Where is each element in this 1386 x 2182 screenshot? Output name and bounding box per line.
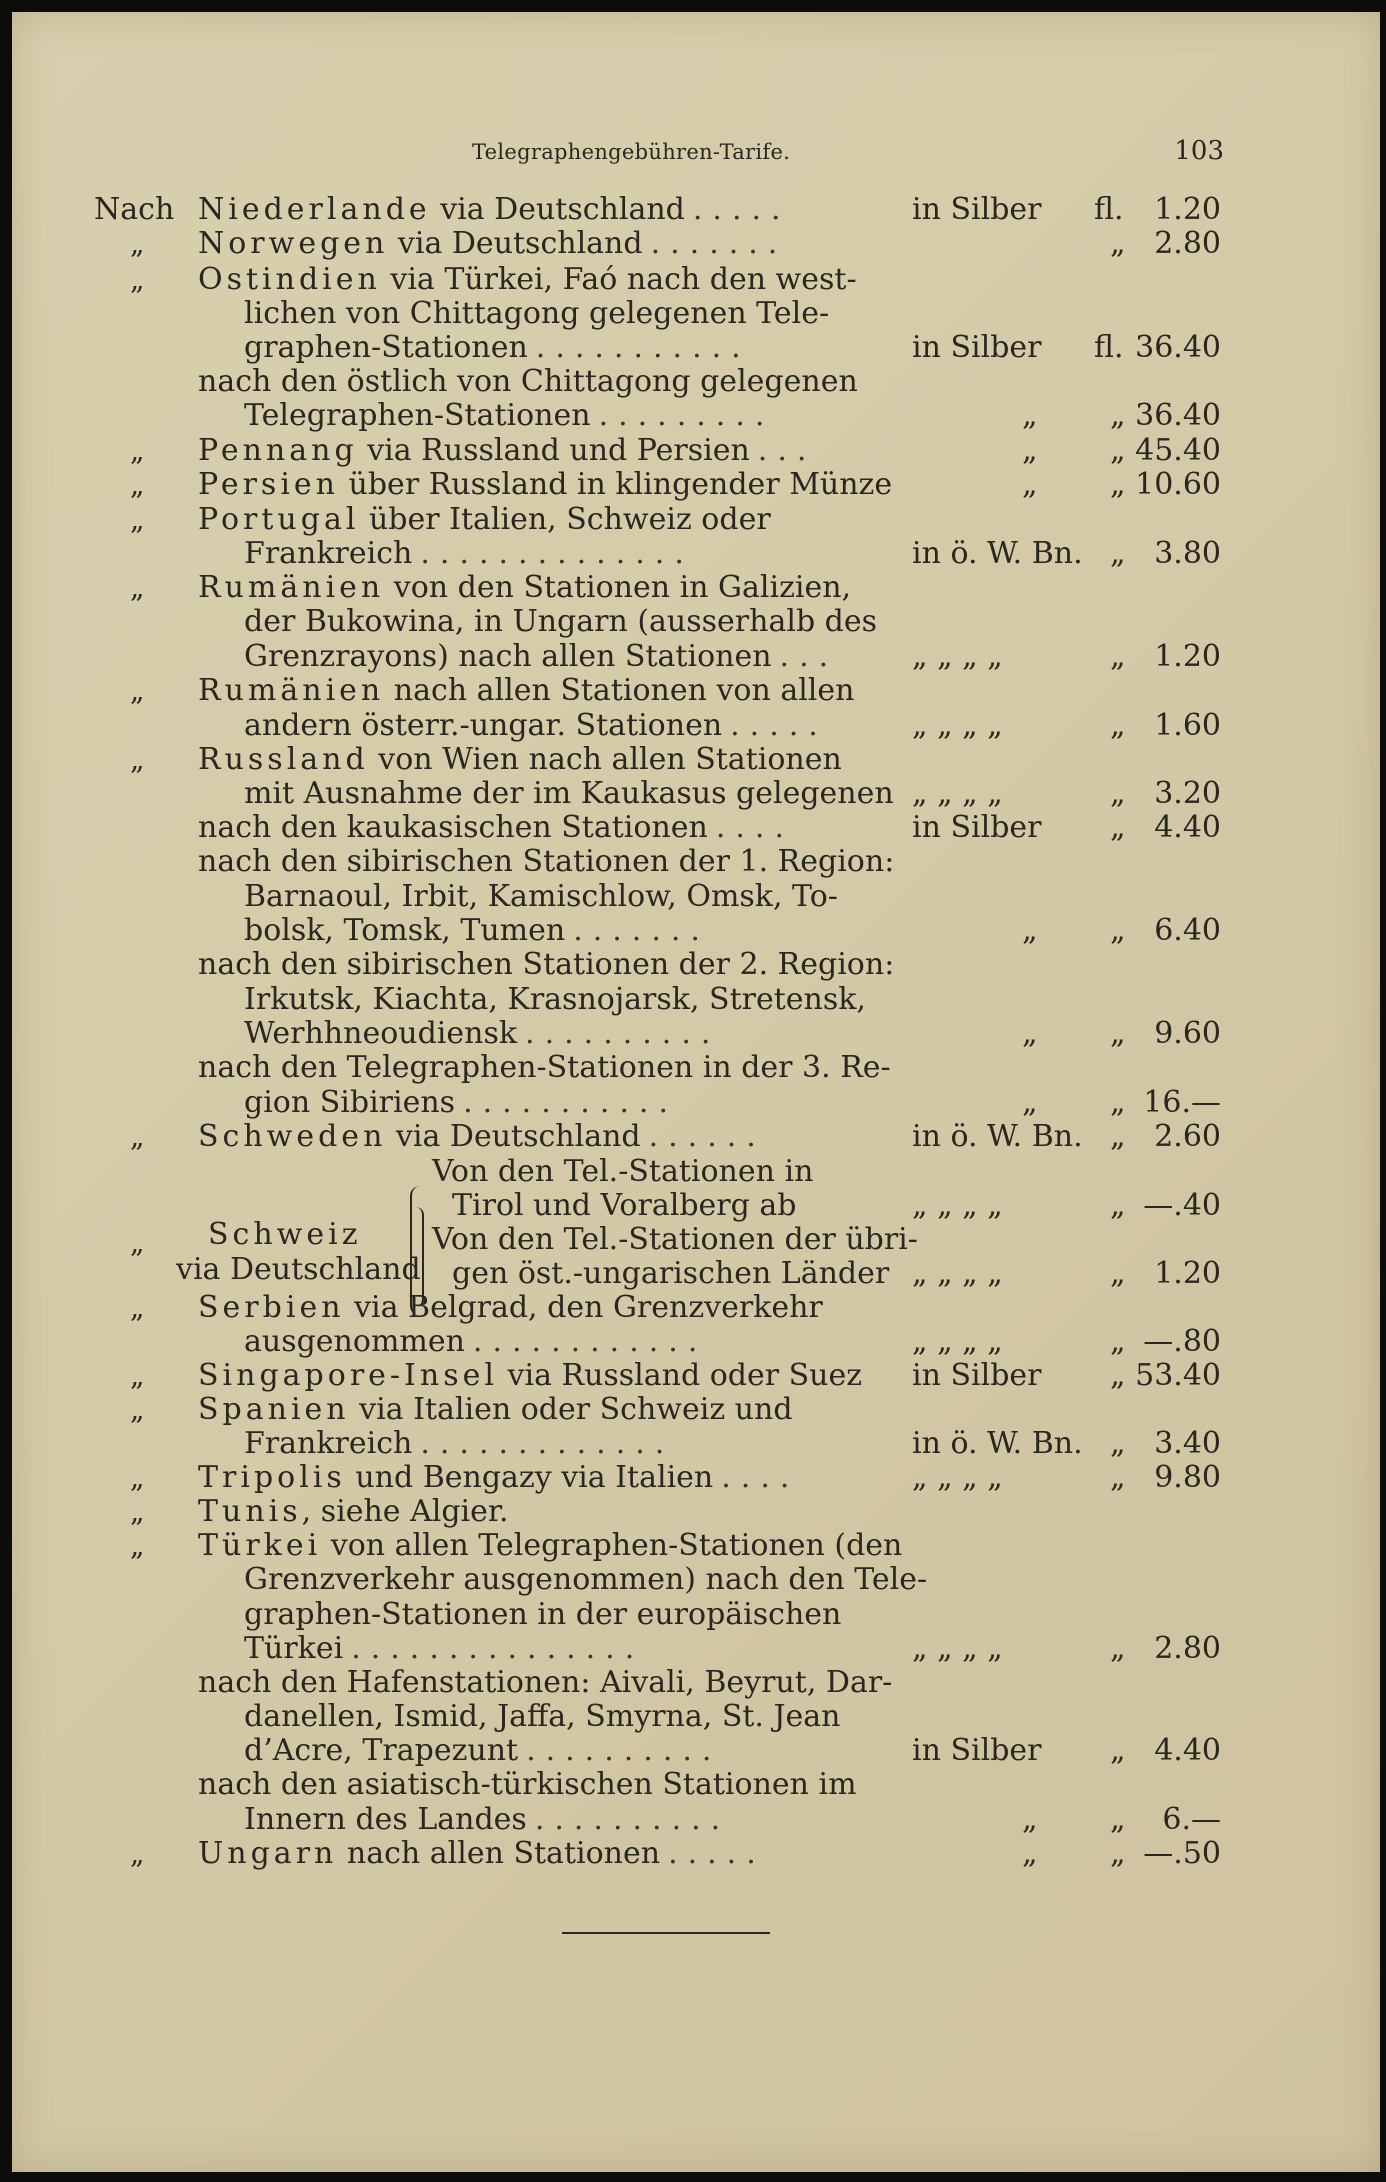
ditto-mark: „ bbox=[130, 571, 145, 604]
row-text bbox=[198, 1494, 508, 1530]
row-text bbox=[244, 639, 838, 675]
row-text bbox=[452, 1188, 796, 1224]
row-text-content: Frankreich bbox=[244, 536, 413, 571]
tariff-row bbox=[12, 1119, 1380, 1155]
amount: 1.20 bbox=[1154, 192, 1221, 227]
amount: 3.20 bbox=[1154, 776, 1221, 811]
route-text: nach allen Stationen von allen bbox=[384, 673, 855, 708]
tariff-row bbox=[12, 1426, 1380, 1462]
tariff-row bbox=[12, 1460, 1380, 1496]
page-number: 103 bbox=[1174, 136, 1224, 166]
brace-right bbox=[414, 1207, 424, 1307]
row-text-content: Türkei bbox=[244, 1631, 344, 1666]
amount: 4.40 bbox=[1154, 810, 1221, 845]
row-text-content: graphen-Stationen bbox=[244, 330, 528, 365]
leader-dots: ....... bbox=[650, 226, 788, 261]
leader-dots: ...... bbox=[648, 1119, 766, 1154]
row-text-content: nach den Hafenstationen: Aivali, Beyrut, Dar- bbox=[198, 1665, 893, 1700]
ditto-mark: „ bbox=[130, 1837, 145, 1870]
row-text-content: Grenzrayons) nach allen Stationen bbox=[244, 639, 772, 674]
tariff-row bbox=[12, 1699, 1380, 1735]
currency: „ „ „ „ bbox=[912, 1460, 1003, 1495]
amount: 1.20 bbox=[1154, 639, 1221, 674]
row-text bbox=[432, 1222, 918, 1258]
tariff-row bbox=[12, 536, 1380, 572]
tariff-row bbox=[12, 1802, 1380, 1838]
route-text: nach allen Stationen bbox=[337, 1836, 661, 1871]
row-text bbox=[198, 1460, 799, 1496]
row-text bbox=[244, 296, 829, 332]
row-text-content: der Bukowina, in Ungarn (ausserhalb des bbox=[244, 604, 878, 639]
amount: 1.60 bbox=[1154, 708, 1221, 743]
currency: in Silber bbox=[912, 1733, 1042, 1768]
tariff-row bbox=[12, 1836, 1380, 1872]
row-text bbox=[198, 1528, 902, 1564]
row-text bbox=[244, 330, 751, 366]
unit: „ bbox=[1110, 1733, 1126, 1768]
row-text-content: bolsk, Tomsk, Tumen bbox=[244, 913, 566, 948]
currency: „ bbox=[1022, 1802, 1038, 1837]
unit: „ bbox=[1110, 1016, 1126, 1051]
unit: „ bbox=[1110, 536, 1126, 571]
leader-dots: .......... bbox=[526, 1733, 722, 1768]
ditto-mark: „ bbox=[130, 743, 145, 776]
currency: in ö. W. Bn. bbox=[912, 536, 1083, 571]
tariff-row bbox=[12, 192, 1380, 228]
currency: „ „ „ „ bbox=[912, 1324, 1003, 1359]
tariff-row bbox=[12, 673, 1380, 709]
tariff-row bbox=[12, 1050, 1380, 1086]
country-name: Rumänien bbox=[198, 673, 385, 708]
currency: „ „ „ „ bbox=[912, 639, 1003, 674]
row-text bbox=[198, 810, 794, 846]
tariff-row bbox=[12, 1358, 1380, 1394]
amount: 4.40 bbox=[1154, 1733, 1221, 1768]
tariff-row bbox=[12, 810, 1380, 846]
route-text: über Russland in klingender Münze bbox=[339, 467, 893, 502]
currency: „ „ „ „ bbox=[912, 708, 1003, 743]
row-text-content: ausgenommen bbox=[244, 1324, 465, 1359]
row-text bbox=[244, 1699, 840, 1735]
tariff-row bbox=[12, 879, 1380, 915]
amount: 6.— bbox=[1162, 1802, 1221, 1837]
row-text-content: nach den Telegraphen-Stationen in der 3. Re- bbox=[198, 1050, 891, 1085]
amount: 10.60 bbox=[1135, 467, 1221, 502]
route-text: via Russland oder Suez bbox=[497, 1358, 863, 1393]
tariff-row bbox=[12, 398, 1380, 434]
leader-dots: ........... bbox=[535, 330, 751, 365]
row-text bbox=[452, 1256, 889, 1292]
country-name: Spanien bbox=[198, 1392, 350, 1427]
row-text-content: nach den kaukasischen Stationen bbox=[198, 810, 708, 845]
amount: 3.80 bbox=[1154, 536, 1221, 571]
row-text bbox=[198, 226, 787, 262]
currency: „ bbox=[1022, 1016, 1038, 1051]
unit: „ bbox=[1110, 1085, 1126, 1120]
tariff-row bbox=[12, 1767, 1380, 1803]
row-text-content: Irkutsk, Kiachta, Krasnojarsk, Stretensk, bbox=[244, 982, 866, 1017]
row-text bbox=[244, 776, 894, 812]
row-text-content: danellen, Ismid, Jaffa, Smyrna, St. Jean bbox=[244, 1699, 841, 1734]
tariff-row bbox=[12, 742, 1380, 778]
country-name: Ostindien bbox=[198, 262, 381, 297]
row-text bbox=[198, 1358, 862, 1394]
book-page bbox=[12, 12, 1380, 2172]
unit: „ bbox=[1110, 1119, 1126, 1154]
tariff-row bbox=[12, 467, 1380, 503]
leader-dots: ............... bbox=[351, 1631, 645, 1666]
row-text-content: gen öst.-ungarischen Länder bbox=[452, 1256, 890, 1291]
row-text-content: Werhhneoudiensk bbox=[244, 1016, 518, 1051]
country-name: Pennang bbox=[198, 433, 358, 468]
unit: „ bbox=[1110, 1426, 1126, 1461]
unit: „ bbox=[1110, 1256, 1126, 1291]
country-name: Singapore-Insel bbox=[198, 1358, 498, 1393]
amount: 45.40 bbox=[1135, 433, 1221, 468]
country-name: Ungarn bbox=[198, 1836, 338, 1871]
country-name: Türkei bbox=[198, 1528, 322, 1563]
unit: „ bbox=[1110, 398, 1126, 433]
row-text bbox=[198, 433, 816, 469]
amount: 2.60 bbox=[1154, 1119, 1221, 1154]
row-text bbox=[244, 1802, 730, 1838]
row-text bbox=[198, 1665, 892, 1701]
country-name: Portugal bbox=[198, 502, 360, 537]
unit: „ bbox=[1110, 776, 1126, 811]
tariff-row bbox=[12, 296, 1380, 332]
country-name: Schweden bbox=[198, 1119, 387, 1154]
currency: in ö. W. Bn. bbox=[912, 1426, 1083, 1461]
unit: „ bbox=[1110, 1358, 1126, 1393]
currency: in Silber bbox=[912, 330, 1042, 365]
amount: 36.40 bbox=[1135, 398, 1221, 433]
ditto-mark: „ bbox=[130, 227, 145, 260]
row-text-content: mit Ausnahme der im Kaukasus gelegenen bbox=[244, 776, 894, 811]
unit: „ bbox=[1110, 1802, 1126, 1837]
amount: 53.40 bbox=[1135, 1358, 1221, 1393]
row-text bbox=[244, 708, 828, 744]
route-text: von den Stationen in Galizien, bbox=[384, 570, 852, 605]
leader-dots: .......... bbox=[525, 1016, 721, 1051]
unit: „ bbox=[1110, 1324, 1126, 1359]
unit: „ bbox=[1110, 913, 1126, 948]
row-text bbox=[244, 1562, 927, 1598]
tariff-row bbox=[12, 570, 1380, 606]
row-text bbox=[244, 398, 774, 434]
tariff-row bbox=[12, 913, 1380, 949]
ditto-mark: „ bbox=[130, 468, 145, 501]
route-text: via Deutschland bbox=[386, 1119, 641, 1154]
tariff-row bbox=[12, 708, 1380, 744]
ditto-mark: „ bbox=[130, 1529, 145, 1562]
currency: in Silber bbox=[912, 1358, 1042, 1393]
row-text bbox=[198, 1836, 766, 1872]
leader-dots: ........... bbox=[463, 1085, 678, 1120]
leader-dots: .... bbox=[715, 810, 795, 845]
route-text: via Italien oder Schweiz und bbox=[349, 1392, 793, 1427]
currency: „ bbox=[1022, 433, 1038, 468]
tariff-row bbox=[12, 776, 1380, 812]
ditto-mark: „ bbox=[130, 1120, 145, 1153]
amount: —.50 bbox=[1143, 1836, 1221, 1871]
row-text bbox=[198, 1392, 793, 1428]
ditto-mark: „ bbox=[130, 1495, 145, 1528]
unit: „ bbox=[1110, 1460, 1126, 1495]
country-name: Tunis bbox=[198, 1494, 302, 1529]
leader-dots: .............. bbox=[420, 536, 694, 571]
amount: 1.20 bbox=[1154, 1256, 1221, 1291]
ditto-mark: „ bbox=[130, 1291, 145, 1324]
unit: „ bbox=[1110, 810, 1126, 845]
tariff-row bbox=[12, 1154, 1380, 1190]
row-text-content: d’Acre, Trapezunt bbox=[244, 1733, 519, 1768]
country-name: Rumänien bbox=[198, 570, 385, 605]
row-text bbox=[198, 467, 892, 503]
amount: 2.80 bbox=[1154, 226, 1221, 261]
currency: „ „ „ „ bbox=[912, 776, 1003, 811]
unit: „ bbox=[1110, 708, 1126, 743]
route-text: von allen Telegraphen-Stationen (den bbox=[321, 1528, 903, 1563]
row-prefix: Nach bbox=[94, 192, 175, 227]
tariff-row bbox=[12, 639, 1380, 675]
row-text-content: gion Sibiriens bbox=[244, 1085, 456, 1120]
tariff-row bbox=[12, 604, 1380, 640]
unit: „ bbox=[1110, 1631, 1126, 1666]
leader-dots: ............ bbox=[472, 1324, 708, 1359]
leader-dots: .... bbox=[721, 1460, 800, 1495]
row-text bbox=[198, 1290, 823, 1326]
country-name: Tripolis bbox=[198, 1460, 346, 1495]
row-text bbox=[244, 913, 710, 949]
unit: „ bbox=[1110, 226, 1126, 261]
unit: „ bbox=[1110, 639, 1126, 674]
row-text-content: nach den östlich von Chittagong gelegenen bbox=[198, 364, 858, 399]
row-text bbox=[198, 502, 771, 538]
leader-dots: ..... bbox=[668, 1836, 766, 1871]
route-text: von Wien nach allen Stationen bbox=[368, 742, 842, 777]
currency: „ bbox=[1022, 913, 1038, 948]
tariff-row bbox=[12, 502, 1380, 538]
row-text bbox=[198, 844, 894, 880]
tariff-row bbox=[12, 330, 1380, 366]
unit: fl. bbox=[1094, 330, 1124, 365]
schweiz-name: Schweiz bbox=[208, 1217, 362, 1252]
tariff-row bbox=[12, 1597, 1380, 1633]
running-title: Telegraphengebühren-Tarife. bbox=[472, 140, 791, 164]
row-text-content: Von den Tel.-Stationen in bbox=[432, 1154, 814, 1189]
ditto-mark: „ bbox=[130, 434, 145, 467]
schweiz-sub: via Deutschland bbox=[176, 1252, 421, 1287]
tariff-row bbox=[12, 1562, 1380, 1598]
currency: „ bbox=[1022, 1836, 1038, 1871]
row-text bbox=[432, 1154, 813, 1190]
ditto-mark: „ bbox=[130, 1393, 145, 1426]
amount: 9.80 bbox=[1154, 1460, 1221, 1495]
route-text: über Italien, Schweiz oder bbox=[359, 502, 771, 537]
row-text bbox=[198, 1767, 857, 1803]
leader-dots: ..... bbox=[730, 708, 828, 743]
route-text: via Deutschland bbox=[388, 226, 643, 261]
ditto-mark: „ bbox=[130, 1359, 145, 1392]
country-name: Persien bbox=[198, 467, 339, 502]
row-text bbox=[244, 879, 838, 915]
row-text-content: Barnaoul, Irbit, Kamischlow, Omsk, To- bbox=[244, 879, 838, 914]
row-text-content: Frankreich bbox=[244, 1426, 413, 1461]
row-text-content: nach den sibirischen Stationen der 1. Region: bbox=[198, 844, 895, 879]
ditto-mark: „ bbox=[130, 263, 145, 296]
route-text: via Türkei, Faó nach den west- bbox=[380, 262, 857, 297]
row-text-content: Tirol und Voralberg ab bbox=[452, 1188, 797, 1223]
tariff-row bbox=[12, 226, 1380, 262]
tariff-row bbox=[12, 364, 1380, 400]
amount: 16.— bbox=[1143, 1085, 1221, 1120]
tariff-row bbox=[12, 433, 1380, 469]
row-text bbox=[198, 673, 854, 709]
unit: „ bbox=[1110, 433, 1126, 468]
leader-dots: ....... bbox=[573, 913, 710, 948]
amount: 9.60 bbox=[1154, 1016, 1221, 1051]
row-text bbox=[244, 1733, 721, 1769]
leader-dots: .......... bbox=[534, 1802, 731, 1837]
row-text bbox=[198, 192, 791, 228]
row-text-content: nach den sibirischen Stationen der 2. Region: bbox=[198, 947, 895, 982]
tariff-row bbox=[12, 1665, 1380, 1701]
tariff-row bbox=[12, 1085, 1380, 1121]
amount: 6.40 bbox=[1154, 913, 1221, 948]
leader-dots: ..... bbox=[692, 192, 791, 227]
unit: „ bbox=[1110, 467, 1126, 502]
tariff-row bbox=[12, 262, 1380, 298]
row-text-content: Grenzverkehr ausgenommen) nach den Tele- bbox=[244, 1562, 928, 1597]
row-text bbox=[198, 742, 842, 778]
unit: fl. bbox=[1094, 192, 1124, 227]
currency: „ bbox=[1022, 398, 1038, 433]
currency: in Silber bbox=[912, 192, 1042, 227]
row-text bbox=[244, 1631, 644, 1667]
ditto-mark: „ bbox=[130, 503, 145, 536]
tariff-row bbox=[12, 844, 1380, 880]
row-text-content: Von den Tel.-Stationen der übri- bbox=[432, 1222, 918, 1257]
row-text-content: graphen-Stationen in der europäischen bbox=[244, 1597, 842, 1632]
ditto-mark: „ bbox=[130, 1226, 145, 1259]
tariff-row bbox=[12, 1016, 1380, 1052]
row-text bbox=[244, 536, 694, 572]
route-text: via Deutschland bbox=[430, 192, 685, 227]
row-text bbox=[198, 1119, 766, 1155]
ditto-mark: „ bbox=[130, 1461, 145, 1494]
row-text bbox=[244, 1426, 674, 1462]
tariff-row bbox=[12, 1324, 1380, 1360]
currency: in Silber bbox=[912, 810, 1042, 845]
row-text-content: Innern des Landes bbox=[244, 1802, 527, 1837]
amount: 2.80 bbox=[1154, 1631, 1221, 1666]
currency: „ „ „ „ bbox=[912, 1256, 1003, 1291]
unit: „ bbox=[1110, 1188, 1126, 1223]
leader-dots: ............. bbox=[420, 1426, 675, 1461]
route-text: via Belgrad, den Grenzverkehr bbox=[344, 1290, 823, 1325]
tariff-row bbox=[12, 1631, 1380, 1667]
country-name: Niederlande bbox=[198, 192, 431, 227]
row-text bbox=[198, 1050, 891, 1086]
country-name: Norwegen bbox=[198, 226, 389, 261]
currency: in ö. W. Bn. bbox=[912, 1119, 1083, 1154]
row-text-content: lichen von Chittagong gelegenen Tele- bbox=[244, 296, 830, 331]
leader-dots: ......... bbox=[598, 398, 775, 433]
currency: „ bbox=[1022, 467, 1038, 502]
currency: „ „ „ „ bbox=[912, 1631, 1003, 1666]
tariff-row bbox=[12, 1494, 1380, 1530]
tariff-row bbox=[12, 1392, 1380, 1428]
row-text-content: andern österr.-ungar. Stationen bbox=[244, 708, 723, 743]
amount: —.80 bbox=[1143, 1324, 1221, 1359]
row-text bbox=[244, 1597, 841, 1633]
end-rule bbox=[562, 1932, 770, 1934]
row-text bbox=[198, 570, 851, 606]
row-text-content: nach den asiatisch-türkischen Stationen im bbox=[198, 1767, 857, 1802]
route-text: via Russland und Persien bbox=[357, 433, 750, 468]
tariff-row bbox=[12, 1733, 1380, 1769]
leader-dots: ... bbox=[779, 639, 839, 674]
currency: „ „ „ „ bbox=[912, 1188, 1003, 1223]
row-text bbox=[244, 604, 877, 640]
leader-dots: ... bbox=[757, 433, 817, 468]
country-name: Serbien bbox=[198, 1290, 345, 1325]
country-name: Russland bbox=[198, 742, 369, 777]
tariff-row bbox=[12, 947, 1380, 983]
row-text bbox=[198, 947, 894, 983]
route-text: und Bengazy via Italien bbox=[345, 1460, 714, 1495]
unit: „ bbox=[1110, 1836, 1126, 1871]
row-text bbox=[244, 1085, 678, 1121]
row-text bbox=[198, 364, 858, 400]
tariff-row bbox=[12, 1290, 1380, 1326]
tariff-row bbox=[12, 982, 1380, 1018]
currency: „ bbox=[1022, 1085, 1038, 1120]
amount: 36.40 bbox=[1135, 330, 1221, 365]
row-text bbox=[244, 982, 866, 1018]
route-text: , siehe Algier. bbox=[301, 1494, 509, 1529]
tariff-row bbox=[12, 1528, 1380, 1564]
row-text bbox=[244, 1324, 707, 1360]
row-text-content: Telegraphen-Stationen bbox=[244, 398, 591, 433]
amount: 3.40 bbox=[1154, 1426, 1221, 1461]
row-text bbox=[244, 1016, 720, 1052]
ditto-mark: „ bbox=[130, 674, 145, 707]
amount: —.40 bbox=[1143, 1188, 1221, 1223]
row-text bbox=[198, 262, 857, 298]
